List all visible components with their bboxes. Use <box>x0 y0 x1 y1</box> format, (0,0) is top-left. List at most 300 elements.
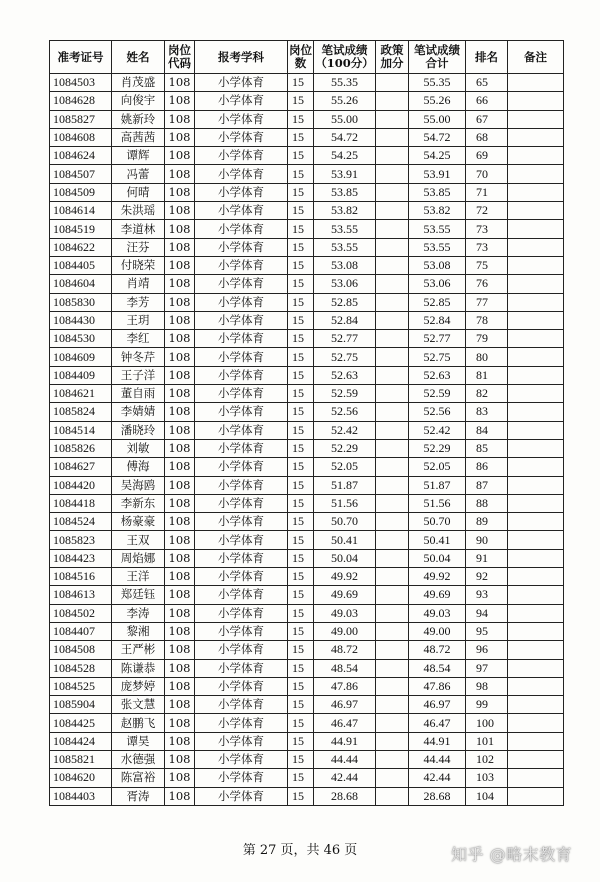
cell-id: 1084613 <box>50 586 112 604</box>
cell-subject: 小学体育 <box>195 714 288 732</box>
table-row <box>50 769 564 787</box>
cell-policy-bonus <box>376 513 409 531</box>
cell-rank: 104 <box>466 787 508 805</box>
table-row <box>50 604 564 622</box>
cell-written-score: 52.42 <box>314 421 376 439</box>
cell-written-score: 52.75 <box>314 348 376 366</box>
cell-name: 高茜茜 <box>112 128 165 146</box>
cell-written-score: 49.03 <box>314 604 376 622</box>
cell-rank: 92 <box>466 568 508 586</box>
cell-note <box>508 787 564 805</box>
table-row <box>50 311 564 329</box>
cell-post-code: 108 <box>165 586 195 604</box>
cell-written-score: 49.00 <box>314 622 376 640</box>
cell-post-count: 15 <box>288 531 314 549</box>
cell-post-count: 15 <box>288 348 314 366</box>
cell-post-count: 15 <box>288 641 314 659</box>
cell-subject: 小学体育 <box>195 513 288 531</box>
cell-policy-bonus <box>376 147 409 165</box>
cell-subject: 小学体育 <box>195 275 288 293</box>
cell-note <box>508 403 564 421</box>
cell-id: 1084503 <box>50 74 112 92</box>
table-row <box>50 147 564 165</box>
cell-id: 1084627 <box>50 458 112 476</box>
cell-note <box>508 568 564 586</box>
cell-name: 潘晓玲 <box>112 421 165 439</box>
table-row <box>50 732 564 750</box>
watermark: 知乎 @略末教育 <box>451 845 573 864</box>
cell-id: 1084524 <box>50 513 112 531</box>
cell-subject: 小学体育 <box>195 330 288 348</box>
cell-id: 1084502 <box>50 604 112 622</box>
cell-note <box>508 622 564 640</box>
cell-subject: 小学体育 <box>195 293 288 311</box>
cell-rank: 96 <box>466 641 508 659</box>
cell-total-score: 49.00 <box>409 622 466 640</box>
cell-name: 王玥 <box>112 311 165 329</box>
cell-note <box>508 275 564 293</box>
cell-post-code: 108 <box>165 494 195 512</box>
cell-post-code: 108 <box>165 183 195 201</box>
cell-rank: 82 <box>466 385 508 403</box>
cell-post-count: 15 <box>288 439 314 457</box>
cell-name: 庞梦婷 <box>112 677 165 695</box>
table-row <box>50 403 564 421</box>
cell-total-score: 53.82 <box>409 202 466 220</box>
cell-note <box>508 494 564 512</box>
cell-written-score: 52.84 <box>314 311 376 329</box>
table-row <box>50 458 564 476</box>
cell-name: 李芳 <box>112 293 165 311</box>
cell-policy-bonus <box>376 421 409 439</box>
cell-name: 何晴 <box>112 183 165 201</box>
cell-note <box>508 476 564 494</box>
cell-rank: 71 <box>466 183 508 201</box>
cell-rank: 69 <box>466 147 508 165</box>
cell-note <box>508 439 564 457</box>
cell-subject: 小学体育 <box>195 256 288 274</box>
cell-total-score: 53.91 <box>409 165 466 183</box>
cell-name: 李涛 <box>112 604 165 622</box>
cell-policy-bonus <box>376 275 409 293</box>
cell-rank: 77 <box>466 293 508 311</box>
cell-subject: 小学体育 <box>195 549 288 567</box>
cell-name: 王严彬 <box>112 641 165 659</box>
cell-subject: 小学体育 <box>195 641 288 659</box>
table-row <box>50 714 564 732</box>
cell-policy-bonus <box>376 330 409 348</box>
cell-name: 赵鹏飞 <box>112 714 165 732</box>
cell-post-code: 108 <box>165 622 195 640</box>
cell-subject: 小学体育 <box>195 311 288 329</box>
cell-name: 张文慧 <box>112 696 165 714</box>
cell-post-count: 15 <box>288 586 314 604</box>
cell-post-count: 15 <box>288 549 314 567</box>
table-body <box>50 74 564 806</box>
cell-note <box>508 330 564 348</box>
cell-policy-bonus <box>376 531 409 549</box>
header-note: 备注 <box>508 41 564 74</box>
cell-note <box>508 458 564 476</box>
cell-post-count: 15 <box>288 732 314 750</box>
cell-subject: 小学体育 <box>195 787 288 805</box>
cell-post-count: 15 <box>288 238 314 256</box>
cell-note <box>508 421 564 439</box>
cell-rank: 80 <box>466 348 508 366</box>
cell-subject: 小学体育 <box>195 494 288 512</box>
cell-id: 1085823 <box>50 531 112 549</box>
cell-rank: 73 <box>466 238 508 256</box>
cell-name: 陈谦恭 <box>112 659 165 677</box>
cell-post-count: 15 <box>288 202 314 220</box>
cell-total-score: 48.72 <box>409 641 466 659</box>
table-row <box>50 238 564 256</box>
cell-total-score: 44.91 <box>409 732 466 750</box>
cell-policy-bonus <box>376 476 409 494</box>
cell-written-score: 53.91 <box>314 165 376 183</box>
cell-note <box>508 659 564 677</box>
cell-subject: 小学体育 <box>195 586 288 604</box>
cell-written-score: 47.86 <box>314 677 376 695</box>
cell-rank: 90 <box>466 531 508 549</box>
cell-post-code: 108 <box>165 238 195 256</box>
cell-id: 1084609 <box>50 348 112 366</box>
cell-id: 1084509 <box>50 183 112 201</box>
cell-post-count: 15 <box>288 787 314 805</box>
cell-total-score: 28.68 <box>409 787 466 805</box>
cell-total-score: 50.41 <box>409 531 466 549</box>
header-written-score: 笔试成绩（100分） <box>314 41 376 74</box>
cell-policy-bonus <box>376 439 409 457</box>
cell-name: 肖靖 <box>112 275 165 293</box>
cell-post-code: 108 <box>165 568 195 586</box>
cell-id: 1084508 <box>50 641 112 659</box>
cell-total-score: 50.70 <box>409 513 466 531</box>
cell-rank: 81 <box>466 366 508 384</box>
cell-post-count: 15 <box>288 220 314 238</box>
cell-name: 李道林 <box>112 220 165 238</box>
cell-rank: 67 <box>466 110 508 128</box>
table-row <box>50 128 564 146</box>
cell-subject: 小学体育 <box>195 220 288 238</box>
cell-policy-bonus <box>376 183 409 201</box>
table-row <box>50 677 564 695</box>
cell-total-score: 49.03 <box>409 604 466 622</box>
cell-post-count: 15 <box>288 330 314 348</box>
cell-name: 付晓荣 <box>112 256 165 274</box>
cell-name: 水德强 <box>112 750 165 768</box>
cell-post-count: 15 <box>288 568 314 586</box>
cell-rank: 94 <box>466 604 508 622</box>
cell-written-score: 48.54 <box>314 659 376 677</box>
table-row <box>50 165 564 183</box>
cell-total-score: 51.56 <box>409 494 466 512</box>
cell-post-code: 108 <box>165 348 195 366</box>
cell-post-count: 15 <box>288 476 314 494</box>
cell-rank: 83 <box>466 403 508 421</box>
cell-post-code: 108 <box>165 513 195 531</box>
cell-total-score: 52.63 <box>409 366 466 384</box>
cell-subject: 小学体育 <box>195 531 288 549</box>
cell-written-score: 52.77 <box>314 330 376 348</box>
cell-post-code: 108 <box>165 696 195 714</box>
cell-note <box>508 311 564 329</box>
cell-total-score: 53.55 <box>409 238 466 256</box>
cell-note <box>508 385 564 403</box>
cell-note <box>508 74 564 92</box>
cell-name: 肖茂盛 <box>112 74 165 92</box>
cell-post-count: 15 <box>288 513 314 531</box>
table-row <box>50 586 564 604</box>
cell-name: 李新东 <box>112 494 165 512</box>
cell-post-count: 15 <box>288 622 314 640</box>
cell-policy-bonus <box>376 128 409 146</box>
cell-rank: 78 <box>466 311 508 329</box>
cell-total-score: 52.85 <box>409 293 466 311</box>
cell-subject: 小学体育 <box>195 128 288 146</box>
header-post-count: 岗位数 <box>288 41 314 74</box>
cell-policy-bonus <box>376 677 409 695</box>
cell-id: 1084425 <box>50 714 112 732</box>
cell-total-score: 52.42 <box>409 421 466 439</box>
cell-written-score: 52.05 <box>314 458 376 476</box>
table-row <box>50 275 564 293</box>
cell-policy-bonus <box>376 750 409 768</box>
cell-post-code: 108 <box>165 714 195 732</box>
cell-post-code: 108 <box>165 202 195 220</box>
cell-written-score: 52.63 <box>314 366 376 384</box>
cell-name: 向俊宇 <box>112 92 165 110</box>
cell-written-score: 46.97 <box>314 696 376 714</box>
table-row <box>50 568 564 586</box>
cell-name: 周焰娜 <box>112 549 165 567</box>
cell-note <box>508 202 564 220</box>
cell-post-code: 108 <box>165 750 195 768</box>
cell-note <box>508 293 564 311</box>
cell-subject: 小学体育 <box>195 769 288 787</box>
cell-name: 王洋 <box>112 568 165 586</box>
cell-subject: 小学体育 <box>195 92 288 110</box>
cell-post-code: 108 <box>165 403 195 421</box>
cell-subject: 小学体育 <box>195 750 288 768</box>
cell-total-score: 52.29 <box>409 439 466 457</box>
cell-rank: 102 <box>466 750 508 768</box>
cell-written-score: 44.91 <box>314 732 376 750</box>
cell-id: 1084624 <box>50 147 112 165</box>
cell-subject: 小学体育 <box>195 476 288 494</box>
cell-id: 1084628 <box>50 92 112 110</box>
cell-note <box>508 769 564 787</box>
cell-post-code: 108 <box>165 659 195 677</box>
cell-id: 1084525 <box>50 677 112 695</box>
cell-post-count: 15 <box>288 421 314 439</box>
cell-name: 黎湘 <box>112 622 165 640</box>
cell-rank: 86 <box>466 458 508 476</box>
cell-subject: 小学体育 <box>195 183 288 201</box>
cell-subject: 小学体育 <box>195 110 288 128</box>
cell-post-code: 108 <box>165 385 195 403</box>
cell-total-score: 47.86 <box>409 677 466 695</box>
cell-note <box>508 165 564 183</box>
cell-subject: 小学体育 <box>195 74 288 92</box>
cell-rank: 91 <box>466 549 508 567</box>
cell-post-count: 15 <box>288 311 314 329</box>
cell-post-code: 108 <box>165 677 195 695</box>
cell-subject: 小学体育 <box>195 366 288 384</box>
cell-policy-bonus <box>376 659 409 677</box>
cell-rank: 79 <box>466 330 508 348</box>
cell-note <box>508 366 564 384</box>
cell-post-code: 108 <box>165 439 195 457</box>
cell-total-score: 42.44 <box>409 769 466 787</box>
cell-post-count: 15 <box>288 659 314 677</box>
cell-id: 1084530 <box>50 330 112 348</box>
cell-written-score: 50.41 <box>314 531 376 549</box>
cell-post-code: 108 <box>165 769 195 787</box>
cell-subject: 小学体育 <box>195 385 288 403</box>
table-row <box>50 750 564 768</box>
table-row <box>50 439 564 457</box>
header-total-score: 笔试成绩合计 <box>409 41 466 74</box>
cell-subject: 小学体育 <box>195 677 288 695</box>
cell-total-score: 52.84 <box>409 311 466 329</box>
cell-total-score: 54.72 <box>409 128 466 146</box>
cell-written-score: 44.44 <box>314 750 376 768</box>
cell-policy-bonus <box>376 256 409 274</box>
cell-post-code: 108 <box>165 110 195 128</box>
table-row <box>50 641 564 659</box>
cell-total-score: 50.04 <box>409 549 466 567</box>
cell-post-code: 108 <box>165 641 195 659</box>
cell-rank: 88 <box>466 494 508 512</box>
cell-name: 汪芬 <box>112 238 165 256</box>
header-subject: 报考学科 <box>195 41 288 74</box>
cell-policy-bonus <box>376 74 409 92</box>
cell-post-count: 15 <box>288 256 314 274</box>
cell-id: 1084420 <box>50 476 112 494</box>
cell-written-score: 53.82 <box>314 202 376 220</box>
cell-id: 1084621 <box>50 385 112 403</box>
cell-post-count: 15 <box>288 696 314 714</box>
cell-rank: 84 <box>466 421 508 439</box>
cell-policy-bonus <box>376 732 409 750</box>
cell-rank: 68 <box>466 128 508 146</box>
cell-rank: 70 <box>466 165 508 183</box>
table-row <box>50 787 564 805</box>
cell-total-score: 44.44 <box>409 750 466 768</box>
cell-policy-bonus <box>376 458 409 476</box>
cell-total-score: 55.26 <box>409 92 466 110</box>
cell-rank: 95 <box>466 622 508 640</box>
cell-post-code: 108 <box>165 275 195 293</box>
cell-id: 1084614 <box>50 202 112 220</box>
cell-note <box>508 110 564 128</box>
cell-post-count: 15 <box>288 403 314 421</box>
cell-note <box>508 183 564 201</box>
cell-total-score: 48.54 <box>409 659 466 677</box>
cell-post-code: 108 <box>165 421 195 439</box>
cell-name: 胥涛 <box>112 787 165 805</box>
cell-subject: 小学体育 <box>195 403 288 421</box>
cell-note <box>508 220 564 238</box>
cell-name: 李红 <box>112 330 165 348</box>
cell-written-score: 52.56 <box>314 403 376 421</box>
cell-post-code: 108 <box>165 476 195 494</box>
cell-written-score: 55.26 <box>314 92 376 110</box>
cell-post-count: 15 <box>288 714 314 732</box>
cell-name: 朱洪瑶 <box>112 202 165 220</box>
cell-policy-bonus <box>376 403 409 421</box>
table-row <box>50 494 564 512</box>
cell-total-score: 52.05 <box>409 458 466 476</box>
page-number: 第 27 页，共 46 页 <box>242 843 358 858</box>
cell-post-code: 108 <box>165 366 195 384</box>
table-row <box>50 622 564 640</box>
cell-written-score: 51.87 <box>314 476 376 494</box>
table-row <box>50 513 564 531</box>
cell-post-count: 15 <box>288 74 314 92</box>
cell-note <box>508 641 564 659</box>
cell-post-code: 108 <box>165 293 195 311</box>
cell-note <box>508 147 564 165</box>
cell-policy-bonus <box>376 641 409 659</box>
cell-post-code: 108 <box>165 311 195 329</box>
cell-rank: 89 <box>466 513 508 531</box>
table-row <box>50 202 564 220</box>
cell-policy-bonus <box>376 586 409 604</box>
cell-policy-bonus <box>376 165 409 183</box>
cell-name: 姚新玲 <box>112 110 165 128</box>
cell-policy-bonus <box>376 202 409 220</box>
header-row <box>50 41 564 74</box>
cell-written-score: 53.06 <box>314 275 376 293</box>
cell-total-score: 54.25 <box>409 147 466 165</box>
cell-rank: 99 <box>466 696 508 714</box>
cell-post-code: 108 <box>165 92 195 110</box>
cell-written-score: 50.70 <box>314 513 376 531</box>
cell-post-count: 15 <box>288 128 314 146</box>
cell-note <box>508 586 564 604</box>
cell-id: 1084407 <box>50 622 112 640</box>
cell-rank: 87 <box>466 476 508 494</box>
cell-post-count: 15 <box>288 750 314 768</box>
cell-note <box>508 128 564 146</box>
cell-post-count: 15 <box>288 677 314 695</box>
cell-written-score: 52.59 <box>314 385 376 403</box>
table-row <box>50 476 564 494</box>
header-policy-bonus: 政策加分 <box>376 41 409 74</box>
cell-name: 陈富裕 <box>112 769 165 787</box>
cell-id: 1085827 <box>50 110 112 128</box>
cell-rank: 93 <box>466 586 508 604</box>
cell-rank: 85 <box>466 439 508 457</box>
cell-rank: 66 <box>466 92 508 110</box>
cell-rank: 72 <box>466 202 508 220</box>
table-row <box>50 256 564 274</box>
cell-name: 刘敏 <box>112 439 165 457</box>
cell-rank: 65 <box>466 74 508 92</box>
cell-policy-bonus <box>376 714 409 732</box>
cell-post-count: 15 <box>288 183 314 201</box>
cell-note <box>508 714 564 732</box>
table-row <box>50 92 564 110</box>
table-row <box>50 549 564 567</box>
table-row <box>50 74 564 92</box>
cell-policy-bonus <box>376 311 409 329</box>
cell-note <box>508 750 564 768</box>
cell-written-score: 52.29 <box>314 439 376 457</box>
cell-id: 1084620 <box>50 769 112 787</box>
